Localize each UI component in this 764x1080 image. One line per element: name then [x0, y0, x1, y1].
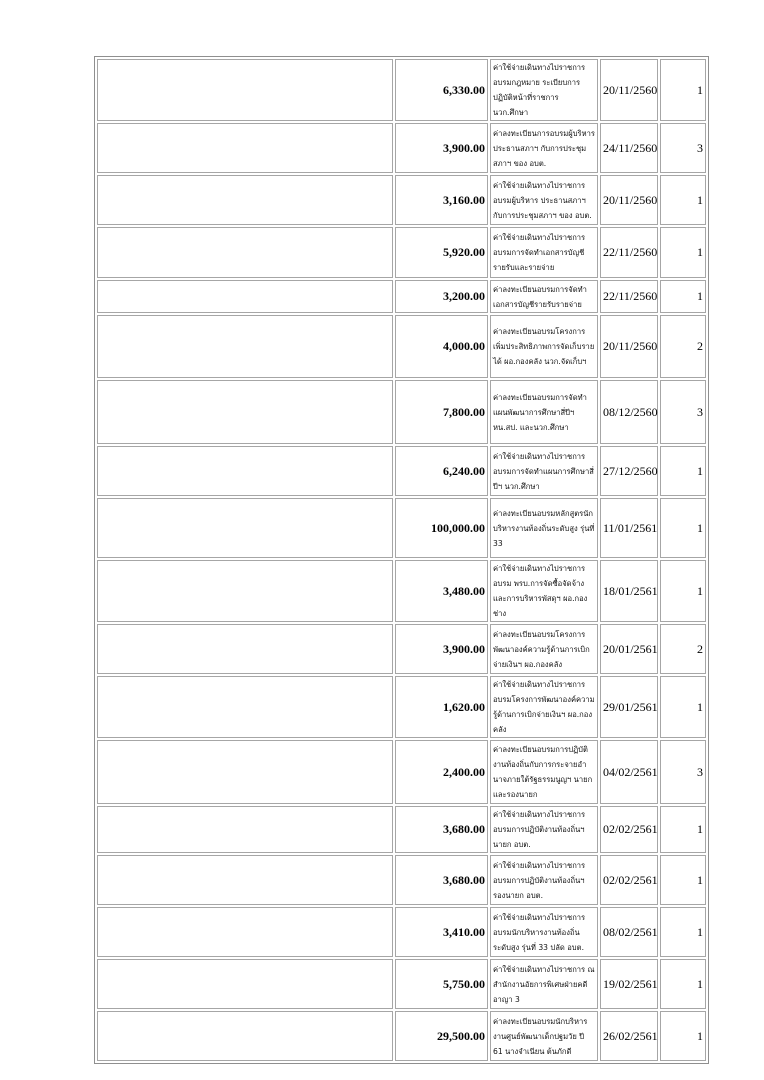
table-row: [97, 315, 706, 378]
date-cell: 18/01/2561: [600, 560, 658, 622]
date-cell: 20/11/2560: [600, 315, 658, 378]
date-cell: 08/02/2561: [600, 907, 658, 957]
description-cell: ค่าลงทะเบียนอบรมนักบริหารงานศูนย์พัฒนาเด็กปฐมวัย ปี 61 นางจำเนียน ต้นภักดี: [490, 1011, 598, 1061]
blank-cell: [97, 624, 393, 674]
quantity-cell: 3: [660, 123, 706, 173]
date-cell: 08/12/2560: [600, 380, 658, 444]
table-row: [97, 740, 706, 804]
quantity-cell: 2: [660, 315, 706, 378]
blank-cell: [97, 380, 393, 444]
quantity-cell: 1: [660, 907, 706, 957]
amount-cell: 3,200.00: [395, 280, 488, 313]
table-row: [97, 624, 706, 674]
amount-cell: 3,680.00: [395, 855, 488, 905]
amount-cell: 6,330.00: [395, 59, 488, 121]
quantity-cell: 1: [660, 959, 706, 1009]
description-cell: ค่าใช้จ่ายเดินทางไปราชการอบรมการปฏิบัติงานท้องถิ่นฯ นายก อบต.: [490, 806, 598, 853]
table-row: [97, 959, 706, 1009]
date-cell: 02/02/2561: [600, 855, 658, 905]
quantity-cell: 1: [660, 676, 706, 738]
blank-cell: [97, 280, 393, 313]
quantity-cell: 1: [660, 446, 706, 496]
table-row: [97, 676, 706, 738]
date-cell: 11/01/2561: [600, 498, 658, 558]
description-cell: ค่าลงทะเบียนอบรมการจัดทำแผนพัฒนาการศึกษาสี่ปีฯ หน.สป. และนวก.ศึกษา: [490, 380, 598, 444]
amount-cell: 5,750.00: [395, 959, 488, 1009]
blank-cell: [97, 740, 393, 804]
date-cell: 20/01/2561: [600, 624, 658, 674]
table-row: [97, 446, 706, 496]
blank-cell: [97, 446, 393, 496]
date-cell: 22/11/2560: [600, 280, 658, 313]
quantity-cell: 3: [660, 380, 706, 444]
quantity-cell: 1: [660, 59, 706, 121]
amount-cell: 4,000.00: [395, 315, 488, 378]
description-cell: ค่าใช้จ่ายเดินทางไปราชการอบรมโครงการพัฒนาองค์ความรู้ด้านการเบิกจ่ายเงินฯ ผอ.กองคลัง: [490, 676, 598, 738]
amount-cell: 3,410.00: [395, 907, 488, 957]
date-cell: 20/11/2560: [600, 59, 658, 121]
blank-cell: [97, 123, 393, 173]
table-row: [97, 227, 706, 278]
expense-table: [94, 56, 709, 1064]
blank-cell: [97, 498, 393, 558]
table-row: [97, 498, 706, 558]
quantity-cell: 2: [660, 624, 706, 674]
description-cell: ค่าใช้จ่ายเดินทางไปราชการอบรม พรบ.การจัดซื้อจัดจ้างและการบริหารพัสดุฯ ผอ.กองช่าง: [490, 560, 598, 622]
quantity-cell: 1: [660, 806, 706, 853]
amount-cell: 7,800.00: [395, 380, 488, 444]
amount-cell: 3,900.00: [395, 624, 488, 674]
quantity-cell: 1: [660, 498, 706, 558]
quantity-cell: 1: [660, 855, 706, 905]
date-cell: 22/11/2560: [600, 227, 658, 278]
amount-cell: 3,160.00: [395, 175, 488, 225]
table-row: [97, 907, 706, 957]
blank-cell: [97, 315, 393, 378]
description-cell: ค่าลงทะเบียนอบรมโครงการเพิ่มประสิทธิภาพการจัดเก็บรายได้ ผอ.กองคลัง นวก.จัดเก็บฯ: [490, 315, 598, 378]
description-cell: ค่าลงทะเบียนการอบรมผู้บริหาร ประธานสภาฯ กับการประชุมสภาฯ ของ อบต.: [490, 123, 598, 173]
expense-table-body: [97, 59, 706, 1061]
description-cell: ค่าใช้จ่ายเดินทางไปราชการอบรมผู้บริหาร ประธานสภาฯ กับการประชุมสภาฯ ของ อบต.: [490, 175, 598, 225]
blank-cell: [97, 175, 393, 225]
description-cell: ค่าลงทะเบียนอบรมโครงการพัฒนาองค์ความรู้ด้านการเบิกจ่ายเงินฯ ผอ.กองคลัง: [490, 624, 598, 674]
description-cell: ค่าใช้จ่ายเดินทางไปราชการอบรมการปฏิบัติงานท้องถิ่นฯ รองนายก อบต.: [490, 855, 598, 905]
amount-cell: 3,480.00: [395, 560, 488, 622]
date-cell: 04/02/2561: [600, 740, 658, 804]
description-cell: ค่าใช้จ่ายเดินทางไปราชการอบรมกฎหมาย ระเบียบการปฏิบัติหน้าที่ราชการ นวก.ศึกษา: [490, 59, 598, 121]
blank-cell: [97, 676, 393, 738]
quantity-cell: 3: [660, 740, 706, 804]
blank-cell: [97, 560, 393, 622]
date-cell: 24/11/2560: [600, 123, 658, 173]
date-cell: 19/02/2561: [600, 959, 658, 1009]
amount-cell: 6,240.00: [395, 446, 488, 496]
quantity-cell: 1: [660, 227, 706, 278]
blank-cell: [97, 855, 393, 905]
table-row: [97, 560, 706, 622]
amount-cell: 3,680.00: [395, 806, 488, 853]
table-row: [97, 1011, 706, 1061]
description-cell: ค่าลงทะเบียนอบรมหลักสูตรนักบริหารงานท้องถิ่นระดับสูง รุ่นที่ 33: [490, 498, 598, 558]
date-cell: 26/02/2561: [600, 1011, 658, 1061]
blank-cell: [97, 1011, 393, 1061]
amount-cell: 3,900.00: [395, 123, 488, 173]
quantity-cell: 1: [660, 560, 706, 622]
table-row: [97, 175, 706, 225]
description-cell: ค่าใช้จ่ายเดินทางไปราชการอบรมนักบริหารงานท้องถิ่นระดับสูง รุ่นที่ 33 ปลัด อบต.: [490, 907, 598, 957]
date-cell: 20/11/2560: [600, 175, 658, 225]
description-cell: ค่าใช้จ่ายเดินทางไปราชการอบรมการจัดทำแผนการศึกษาสี่ปีฯ นวก.ศึกษา: [490, 446, 598, 496]
description-cell: ค่าใช้จ่ายเดินทางไปราชการ ณ สำนักงานอัยการพิเศษฝ่ายคดีอาญา 3: [490, 959, 598, 1009]
quantity-cell: 1: [660, 280, 706, 313]
amount-cell: 100,000.00: [395, 498, 488, 558]
quantity-cell: 1: [660, 1011, 706, 1061]
table-row: [97, 123, 706, 173]
amount-cell: 29,500.00: [395, 1011, 488, 1061]
description-cell: ค่าลงทะเบียนอบรมการปฏิบัติงานท้องถิ่นกับการกระจายอำนาจภายใต้รัฐธรรมนูญฯ นายก และรองนายก: [490, 740, 598, 804]
blank-cell: [97, 227, 393, 278]
blank-cell: [97, 806, 393, 853]
blank-cell: [97, 907, 393, 957]
date-cell: 27/12/2560: [600, 446, 658, 496]
table-row: [97, 806, 706, 853]
quantity-cell: 1: [660, 175, 706, 225]
table-row: [97, 855, 706, 905]
amount-cell: 1,620.00: [395, 676, 488, 738]
table-row: [97, 380, 706, 444]
description-cell: ค่าลงทะเบียนอบรมการจัดทำเอกสารบัญชีรายรับรายจ่าย: [490, 280, 598, 313]
amount-cell: 5,920.00: [395, 227, 488, 278]
blank-cell: [97, 59, 393, 121]
table-row: [97, 59, 706, 121]
date-cell: 29/01/2561: [600, 676, 658, 738]
table-row: [97, 280, 706, 313]
description-cell: ค่าใช้จ่ายเดินทางไปราชการอบรมการจัดทำเอกสารบัญชีรายรับและรายจ่าย: [490, 227, 598, 278]
amount-cell: 2,400.00: [395, 740, 488, 804]
date-cell: 02/02/2561: [600, 806, 658, 853]
blank-cell: [97, 959, 393, 1009]
